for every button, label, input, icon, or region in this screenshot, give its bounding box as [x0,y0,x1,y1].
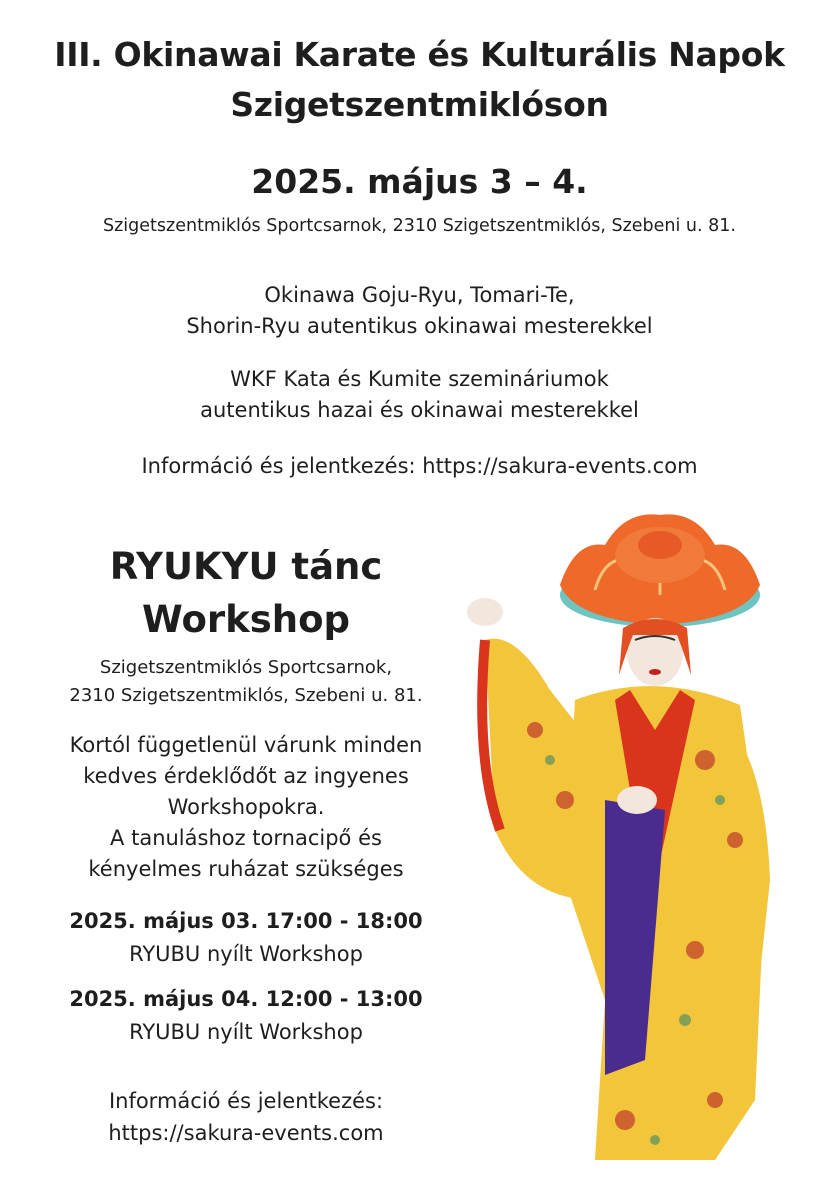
event-title [0,30,839,130]
workshop-text-line: Kortól függetlenül várunk minden [69,733,423,757]
workshop-slot-1 [44,905,448,971]
workshop-text-line: A tanuláshoz tornacipő és [110,826,382,850]
workshop-text-line: Workshopokra. [167,795,325,819]
slot-label: RYUBU nyílt Workshop [129,1020,363,1044]
workshop-address-line2: 2310 Szigetszentmiklós, Szebeni u. 81. [69,685,423,706]
workshop-slot-2 [44,983,448,1049]
seminar-paragraph [0,364,839,426]
workshop-info [44,1085,448,1149]
slot-time: 2025. május 04. 12:00 - 13:00 [69,987,423,1011]
styles-line1: Okinawa Goju-Ryu, Tomari-Te, [264,283,575,307]
info-line: Információ és jelentkezés: https://sakura-events.com [141,454,698,478]
hat [560,514,760,627]
workshop-title-line1: RYUKYU tánc [109,545,383,588]
workshop-title-line2: Workshop [141,598,351,641]
ryukyu-dancer-image [455,500,775,1165]
seminar-line1: WKF Kata és Kumite szemináriumok [230,367,609,391]
event-title-line2: Szigetszentmiklóson [230,85,609,124]
event-address: Szigetszentmiklós Sportcsarnok, 2310 Szigetszentmiklós, Szebeni u. 81. [103,216,736,236]
event-date: 2025. május 3 – 4. [251,162,588,201]
workshop-address-line1: Szigetszentmiklós Sportcsarnok, [99,657,393,678]
event-title-line1: III. Okinawai Karate és Kulturális Napok [54,35,785,74]
slot-time: 2025. május 03. 17:00 - 18:00 [69,909,423,933]
styles-line2: Shorin-Ryu autentikus okinawai mesterekkel [186,314,653,338]
slot-label: RYUBU nyílt Workshop [129,942,363,966]
workshop-description [44,730,448,885]
workshop-title [44,540,448,646]
seminar-line2: autentikus hazai és okinawai mesterekkel [200,398,639,422]
workshop-info-line2: https://sakura-events.com [108,1121,384,1145]
workshop-text-line: kedves érdeklődőt az ingyenes [83,764,409,788]
workshop-address [44,654,448,710]
workshop-info-line1: Információ és jelentkezés: [108,1089,384,1113]
styles-paragraph [0,280,839,342]
workshop-text-line: kényelmes ruházat szükséges [88,857,404,881]
